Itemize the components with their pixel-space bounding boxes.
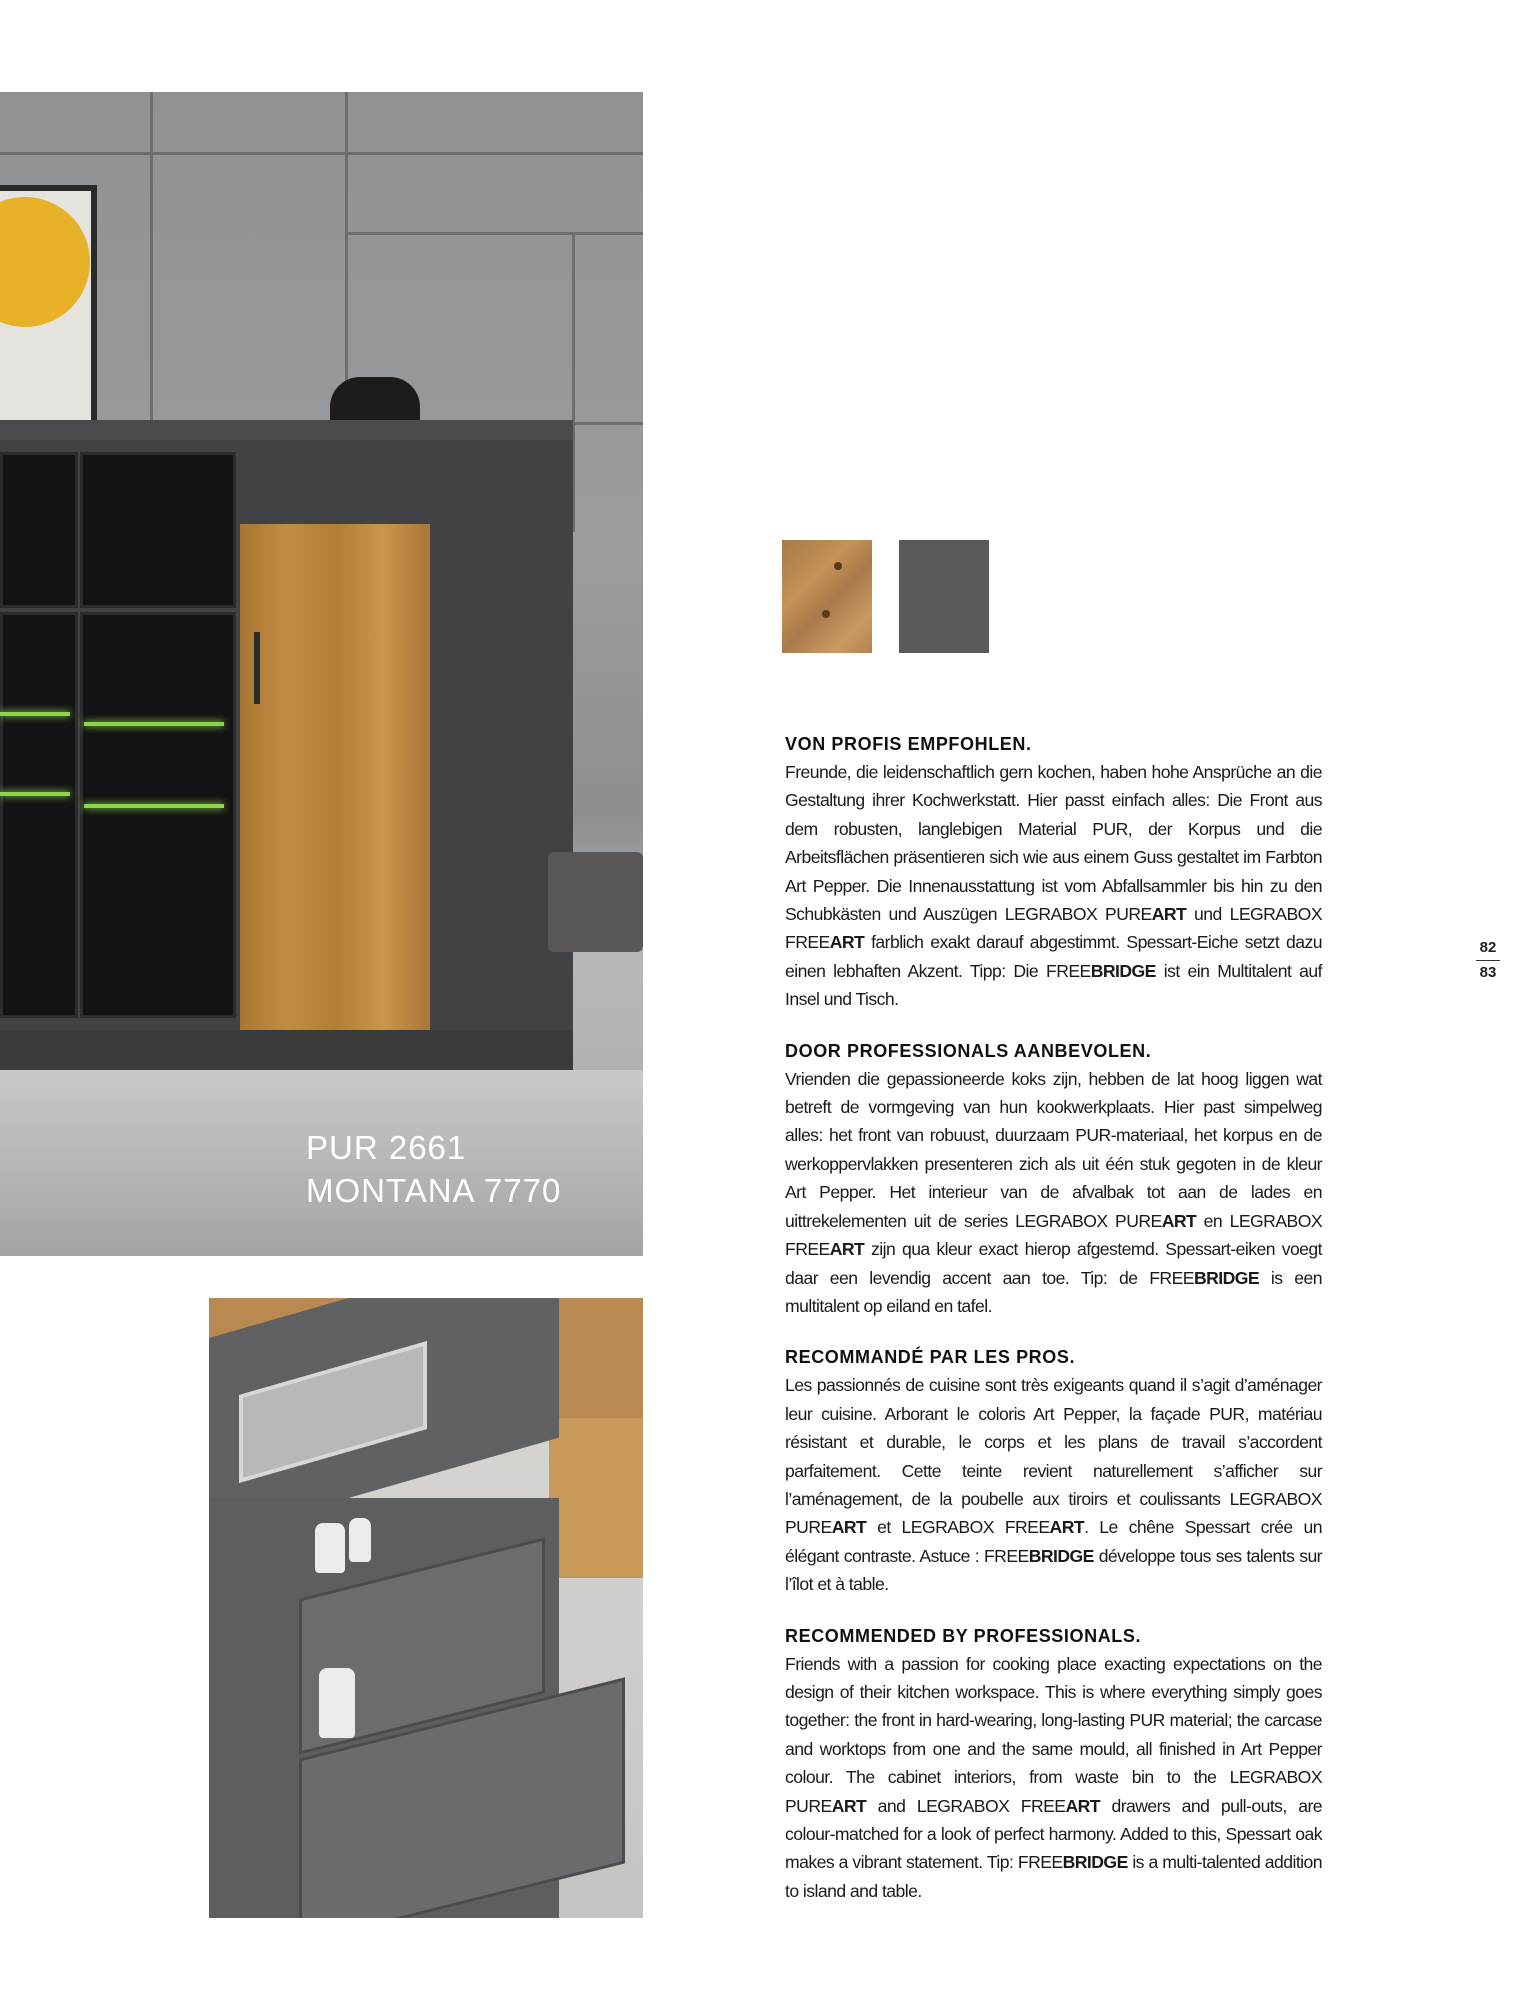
section-heading: DOOR PROFESSIONALS AANBEVOLEN. <box>785 1040 1152 1061</box>
caption-line-2: MONTANA 7770 <box>306 1172 562 1209</box>
led-light <box>0 712 70 716</box>
grey-swatch <box>899 540 989 653</box>
worktop <box>0 420 573 440</box>
section-body: Les passionnés de cuisine sont très exigeants quand il s’agit d’aménager leur cuisine. Arborant le coloris Art Pepper, la façade PUR, matériau résistant et durable, le corps et les plans de travail s’accordent parfaitement. Cette teinte revient naturellement s’afficher sur l’aménagement, de la poubelle aux tiroirs et coulissants LEGRABOX PUREART et LEGRABOX FREEART. Le chêne Spessart crée un élégant contraste. Astuce : FREEBRIDGE développe tous ses talents sur l’îlot et à table. <box>785 1375 1322 1595</box>
stool <box>548 852 643 952</box>
caption-line-1: PUR 2661 <box>306 1129 467 1166</box>
section-en <box>785 1622 1322 1906</box>
section-heading: RECOMMANDÉ PAR LES PROS. <box>785 1347 1076 1368</box>
glass-cabinet-left <box>0 612 78 1018</box>
glass-cabinet-right <box>80 612 236 1018</box>
section-fr <box>785 1343 1322 1598</box>
page-number-left: 82 <box>1479 939 1497 956</box>
page-number <box>1476 938 1500 983</box>
led-light <box>84 722 224 726</box>
led-light <box>0 792 70 796</box>
section-heading: RECOMMENDED BY PROFESSIONALS. <box>785 1625 1142 1646</box>
section-body: Freunde, die leidenschaftlich gern kochen, haben hohe Ansprüche an die Gestaltung ihrer Kochwerkstatt. Hier passt einfach alles: Die Front aus dem robusten, langlebigen Material PUR, der Korpus und die Arbeitsflächen präsentieren sich wie aus einem Guss gestaltet im Farbton Art Pepper. Die Innenausstattung ist vom Abfallsammler bis hin zu den Schubkästen und Auszügen LEGRABOX PUREART und LEGRABOX FREEART farblich exakt darauf abgestimmt. Spessart-Eiche setzt dazu einen lebhaften Akzent. Tipp: Die FREEBRIDGE ist ein Multitalent auf Insel und Tisch. <box>785 762 1322 1010</box>
section-body: Vrienden die gepassioneerde koks zijn, hebben de lat hoog liggen wat betreft de vormgeving van hun kookwerkplaats. Hier past simpelweg alles: het front van robuust, duurzaam PUR-materiaal, het korpus en de werkoppervlakken presenteren zich als uit één stuk gegoten in de kleur Art Pepper. Het interieur van de afvalbak tot aan de lades en uittrekelementen uit de series LEGRABOX PUREART en LEGRABOX FREEART zijn qua kleur exact hierop afgestemd. Spessart-eiken voegt daar een levendig accent aan toe. Tip: de FREEBRIDGE is een multitalent op eiland en tafel. <box>785 1068 1323 1316</box>
oak-swatch <box>782 540 872 653</box>
bench <box>549 1418 643 1578</box>
bottle <box>349 1518 371 1562</box>
oak-door <box>240 524 430 1030</box>
section-body: Friends with a passion for cooking place exacting expectations on the design of their kitchen workspace. This is where everything simply goes together: the front in hard-wearing, long-lasting PUR material; the carcase and worktops from one and the same mould, all finished in Art Pepper colour. The cabinet interiors, from waste bin to the LEGRABOX PUREART and LEGRABOX FREEART drawers and pull-outs, are colour-matched for a look of perfect harmony. Added to this, Spessart oak makes a vibrant statement. Tip: FREEBRIDGE is a multi-talented addition to island and table. <box>785 1653 1322 1901</box>
bottle <box>319 1668 355 1738</box>
photo-caption <box>306 1126 561 1212</box>
bottle <box>315 1523 345 1573</box>
oven-upper <box>0 452 78 608</box>
page-number-right: 83 <box>1479 964 1497 981</box>
oven-steam <box>80 452 236 608</box>
plinth <box>0 1030 573 1070</box>
door-handle <box>254 632 260 704</box>
section-heading: VON PROFIS EMPFOHLEN. <box>785 734 1032 754</box>
kitchen-photo-main <box>0 92 643 1256</box>
led-light <box>84 804 224 808</box>
text-column <box>785 730 1322 1928</box>
page-number-divider <box>1476 960 1500 961</box>
section-de <box>785 730 1322 1014</box>
drawer-photo <box>209 1298 643 1918</box>
section-nl <box>785 1037 1322 1321</box>
